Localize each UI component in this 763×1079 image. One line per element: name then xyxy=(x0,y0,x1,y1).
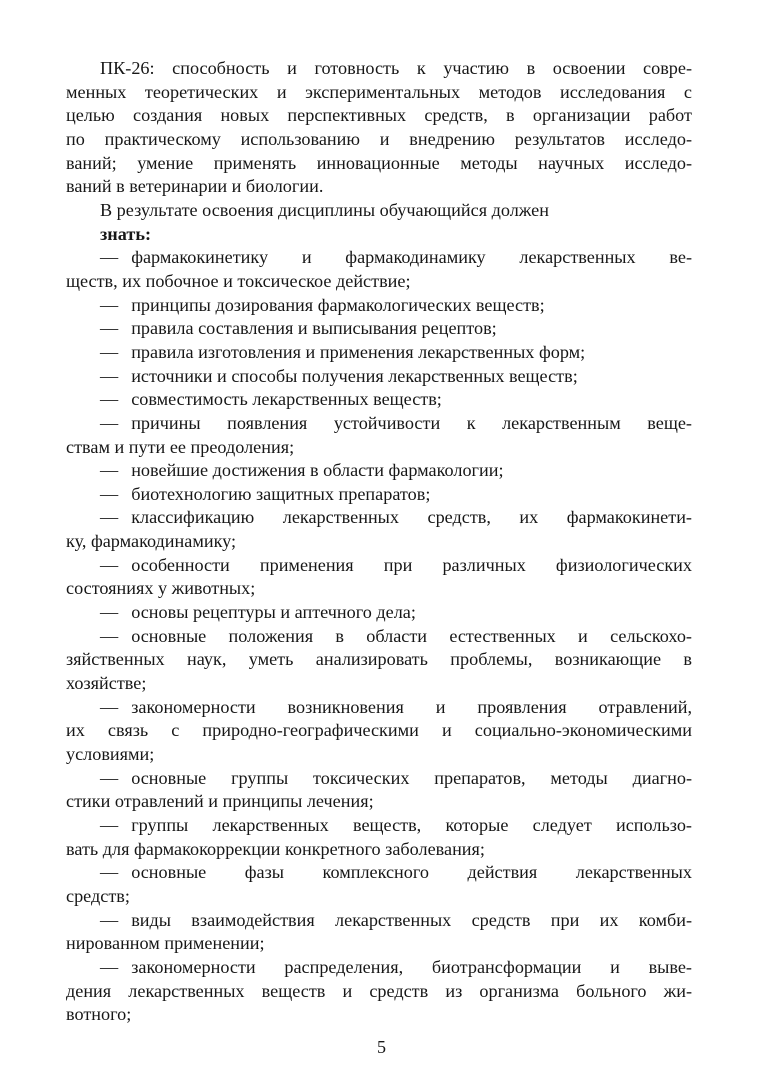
list-dash: — xyxy=(100,909,119,930)
text-line: — группы лекарственных веществ, которые следует использо- xyxy=(100,815,692,835)
list-paragraph xyxy=(66,506,692,553)
text-line: средств; xyxy=(66,885,130,906)
text-line: состояниях у животных; xyxy=(66,578,256,599)
text-line: — основные фазы комплексного действия лекарственных xyxy=(100,862,692,883)
text-line: стики отравлений и принципы лечения; xyxy=(66,791,374,812)
list-paragraph xyxy=(66,388,692,412)
list-paragraph xyxy=(66,814,692,861)
text-line: ку, фармакодинамику; xyxy=(66,531,237,552)
list-paragraph xyxy=(66,625,692,696)
list-paragraph xyxy=(66,696,692,767)
paragraph xyxy=(66,199,692,223)
text-line: нированном применении; xyxy=(66,933,265,954)
list-paragraph xyxy=(66,365,692,389)
text-line: условиями; xyxy=(66,744,155,765)
text-line: — фармакокинетику и фармакодинамику лекарственных ве- xyxy=(100,247,692,268)
text-line: ПК-26: способность и готовность к участию в освоении совре- xyxy=(100,58,692,78)
text-line: вать для фармакокоррекции конкретного заболевания; xyxy=(66,838,485,859)
page-number: 5 xyxy=(377,1037,386,1057)
text-line: — виды взаимодействия лекарственных средств при их комби- xyxy=(100,909,692,930)
text-line: вотного; xyxy=(66,1004,132,1025)
list-dash: — xyxy=(100,389,119,410)
list-dash: — xyxy=(100,318,119,339)
list-paragraph xyxy=(66,861,692,908)
text-line: ществ, их побочное и токсическое действие; xyxy=(66,270,411,291)
list-dash: — xyxy=(100,767,119,788)
list-dash: — xyxy=(100,460,119,481)
text-line: менных теоретических и экспериментальных методов исследования с xyxy=(66,81,692,102)
list-paragraph xyxy=(66,601,692,625)
text-line: по практическому использованию и внедрению результатов исследо- xyxy=(66,128,692,149)
text-line: — закономерности возникновения и проявления отравлений, xyxy=(100,696,692,717)
text-line: — особенности применения при различных физиологических xyxy=(100,554,692,575)
list-dash: — xyxy=(100,602,119,623)
list-dash: — xyxy=(100,862,119,883)
list-paragraph xyxy=(66,909,692,956)
text-line: — новейшие достижения в области фармакологии; xyxy=(100,460,504,481)
list-paragraph xyxy=(66,317,692,341)
text-line: их связь с природно-географическими и социально-экономическими xyxy=(66,720,692,741)
text-line: — основные положения в области естественных и сельскохо- xyxy=(100,625,692,646)
text-line: — источники и способы получения лекарственных веществ; xyxy=(100,365,578,386)
list-dash: — xyxy=(100,507,119,528)
list-paragraph xyxy=(66,767,692,814)
list-paragraph xyxy=(66,246,692,293)
text-line: В результате освоения дисциплины обучающийся должен xyxy=(100,199,549,220)
list-dash: — xyxy=(100,696,119,717)
list-dash: — xyxy=(100,247,119,268)
text-line: — правила изготовления и применения лекарственных форм; xyxy=(100,341,586,362)
list-paragraph xyxy=(66,459,692,483)
text-line: зяйственных наук, уметь анализировать проблемы, возникающие в xyxy=(66,649,692,670)
paragraph xyxy=(66,223,692,247)
text-line: — классификацию лекарственных средств, их фармакокинети- xyxy=(100,507,692,528)
paragraph xyxy=(66,57,692,199)
text-line: — совместимость лекарственных веществ; xyxy=(100,389,442,410)
text-line: знать: xyxy=(100,223,152,244)
list-dash: — xyxy=(100,341,119,362)
list-dash: — xyxy=(100,625,119,646)
text-line: дения лекарственных веществ и средств из организма больного жи- xyxy=(66,980,692,1001)
text-line: — закономерности распределения, биотрансформации и выве- xyxy=(100,956,692,977)
list-paragraph xyxy=(66,554,692,601)
list-dash: — xyxy=(100,554,119,575)
text-line: ваний в ветеринарии и биологии. xyxy=(66,176,324,197)
text-line: хозяйстве; xyxy=(66,673,147,694)
text-block xyxy=(66,57,692,1027)
text-line: ваний; умение применять инновационные методы научных исследо- xyxy=(66,152,692,173)
list-paragraph xyxy=(66,341,692,365)
list-dash: — xyxy=(100,294,119,315)
list-paragraph xyxy=(66,483,692,507)
list-dash: — xyxy=(100,956,119,977)
list-dash: — xyxy=(100,412,119,433)
text-line: ствам и пути ее преодоления; xyxy=(66,436,295,457)
list-paragraph xyxy=(66,956,692,1027)
text-line: — основы рецептуры и аптечного дела; xyxy=(100,602,416,623)
list-paragraph xyxy=(66,294,692,318)
list-dash: — xyxy=(100,365,119,386)
text-line: целью создания новых перспективных средств, в организации работ xyxy=(66,105,692,126)
text-line: — основные группы токсических препаратов, методы диагно- xyxy=(100,767,692,788)
text-line: — правила составления и выписывания рецептов; xyxy=(100,318,497,339)
list-dash: — xyxy=(100,815,119,835)
list-paragraph xyxy=(66,412,692,459)
list-dash: — xyxy=(100,483,119,504)
text-line: — принципы дозирования фармакологических веществ; xyxy=(100,294,545,315)
text-line: — причины появления устойчивости к лекарственным веще- xyxy=(100,412,692,433)
text-line: — биотехнологию защитных препаратов; xyxy=(100,483,431,504)
